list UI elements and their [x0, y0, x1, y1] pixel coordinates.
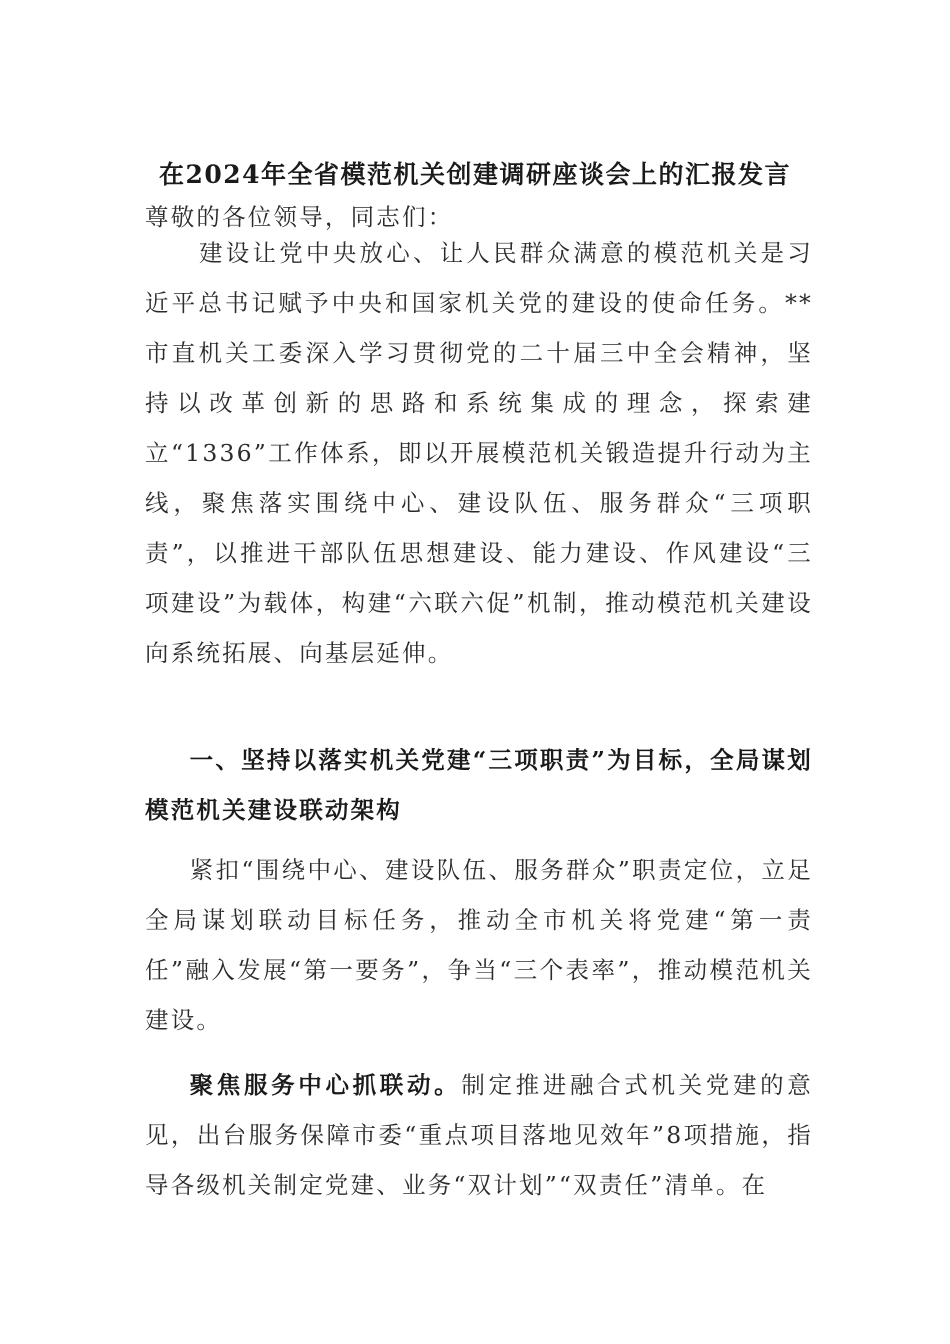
document-title: 在2024年全省模范机关创建调研座谈会上的汇报发言 — [158, 160, 792, 189]
intro-paragraph: 建设让党中央放心、让人民群众满意的模范机关是习近平总书记赋予中央和国家机关党的建设的使命任务。**市直机关工委深入学习贯彻党的二十届三中全会精神，坚持以改革创新的思路和系统集成的理念，探索建立“1336”工作体系，即以开展模范机关锻造提升行动为主线，聚焦落实围绕中心、建设队伍、服务群众“三项职责”，以推进干部队伍思想建设、能力建设、作风建设“三项建设”为载体，构建“六联六促”机制，推动模范机关建设向系统拓展、向基层延伸。 — [145, 239, 813, 667]
subsection-lead: 聚焦服务中心抓联动。 — [189, 1071, 462, 1099]
salutation: 尊敬的各位领导，同志们： — [145, 203, 454, 231]
section-heading-1: 一、坚持以落实机关党建“三项职责”为目标，全局谋划模范机关建设联动架构 — [145, 746, 813, 824]
subsection-text: 制定推进融合式机关党建的意见，出台服务保障市委“重点项目落地见效年”8项措施，指导各级机关制定党建、业务“双计划”“双责任”清单。在 — [145, 1071, 814, 1199]
subsection-paragraph — [145, 1060, 813, 1210]
section-1-paragraph: 紧扣“围绕中心、建设队伍、服务群众”职责定位，立足全局谋划联动目标任务，推动全市机关将党建“第一责任”融入发展“第一要务”，争当“三个表率”，推动模范机关建设。 — [145, 856, 813, 1034]
